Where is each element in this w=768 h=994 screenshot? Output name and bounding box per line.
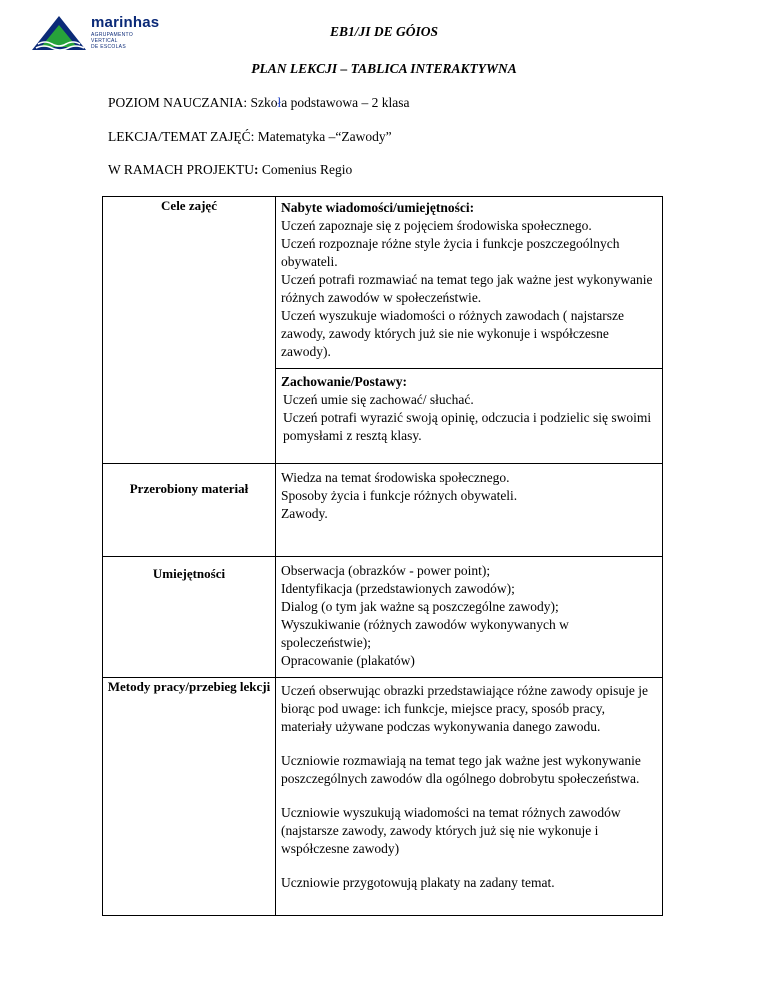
behaviour-section	[276, 369, 662, 449]
table-row	[103, 464, 663, 557]
teaching-level	[108, 95, 409, 111]
project-label: W RAMACH PROJEKTU	[108, 162, 255, 177]
list-item: Identyfikacja (przedstawionych zawodów);	[281, 581, 515, 596]
logo-subtitle-line: VERTICAL	[91, 38, 118, 44]
goals-content	[276, 197, 663, 464]
material-label: Przerobiony materiał	[103, 464, 276, 557]
project-separator: :	[254, 162, 259, 177]
lesson-topic-label: LEKCJA/TEMAT ZAJĘĆ	[108, 129, 251, 144]
lesson-topic-value: : Matematyka –“Zawody”	[250, 129, 392, 144]
list-item: Dialog (o tym jak ważne są poszczególne zawody);	[281, 599, 559, 614]
teaching-level-value: Szko	[250, 95, 278, 110]
list-item: Uczniowie rozmawiają na temat tego jak ważne jest wykonywanie poszczególnych zawodów dla ogólnego dobrobytu społeczeństwa.	[281, 753, 641, 786]
lesson-plan-table	[102, 196, 663, 916]
table-row	[103, 197, 663, 464]
list-item: Zawody.	[281, 506, 328, 521]
project-value: Comenius Regio	[258, 162, 353, 177]
list-item: Uczeń wyszukuje wiadomości o różnych zawodach ( najstarsze zawody, zawody których już sie nie wykonuje i współczesne zawody).	[281, 308, 624, 359]
list-item: Uczeń obserwując obrazki przedstawiające różne zawody opisuje je biorąc pod uwage: ich funkcje, miejsce pracy, sposób pracy, materiały używane podczas wykonywania danego zawodu.	[281, 683, 648, 734]
list-item: Uczniowie wyszukują wiadomości na temat różnych zawodów (najstarsze zawody, zawody których już się nie wykonuje i współczesne zawody)	[281, 805, 621, 856]
list-item: Uczeń potrafi rozmawiać na temat tego jak ważne jest wykonywanie różnych zawodów w społeczeństwie.	[281, 272, 653, 305]
teaching-level-value-accent: ł	[277, 95, 282, 110]
behaviour-heading: Zachowanie/Postawy:	[281, 374, 407, 389]
skills-content	[276, 557, 663, 678]
lesson-topic	[108, 129, 392, 145]
school-name: EB1/JI DE GÓIOS	[329, 24, 439, 39]
list-item: Uczeń rozpoznaje różne style życia i funkcje poszczegoólnych obywateli.	[281, 236, 620, 269]
list-item: Uczeń umie się zachować/ słuchać.	[283, 392, 474, 407]
teaching-level-label: POZIOM NAUCZANIA:	[108, 95, 251, 110]
list-item: Uczniowie przygotowują plakaty na zadany temat.	[281, 875, 555, 890]
material-content	[276, 464, 663, 557]
methods-content	[276, 678, 663, 916]
document-title: PLAN LEKCJI – TABLICA INTERAKTYWNA	[251, 61, 517, 76]
methods-label: Metody pracy/przebieg lekcji	[103, 678, 276, 916]
list-item: Obserwacja (obrazków - power point);	[281, 563, 491, 578]
skills-section	[276, 557, 662, 674]
teaching-level-value-rest: a podstawowa – 2 klasa	[281, 95, 410, 110]
list-item: Wiedza na temat środowiska społecznego.	[281, 470, 510, 485]
material-section	[276, 464, 662, 527]
methods-section	[276, 678, 662, 896]
knowledge-section	[276, 197, 662, 369]
knowledge-heading: Nabyte wiadomości/umiejętności:	[281, 200, 475, 215]
table-row	[103, 557, 663, 678]
table-row	[103, 678, 663, 916]
logo-wordmark: marinhas	[91, 14, 160, 31]
list-item: Uczeń potrafi wyrazić swoją opinię, odczucia i podzielic się swoimi pomysłami z resztą klasy.	[283, 410, 652, 443]
list-item: Uczeń zapoznaje się z pojęciem środowiska społecznego.	[281, 218, 592, 233]
skills-label: Umiejętności	[103, 557, 276, 678]
goals-label: Cele zajęć	[103, 197, 276, 464]
logo-subtitle-line: AGRUPAMENTO	[91, 32, 134, 38]
project-info	[108, 162, 352, 178]
logo-subtitle-line: DE ESCOLAS	[91, 44, 126, 50]
list-item: Opracowanie (plakatów)	[281, 653, 415, 668]
list-item: Wyszukiwanie (różnych zawodów wykonywanych w spoleczeństwie);	[281, 617, 569, 650]
list-item: Sposoby życia i funkcje różnych obywateli.	[281, 488, 518, 503]
